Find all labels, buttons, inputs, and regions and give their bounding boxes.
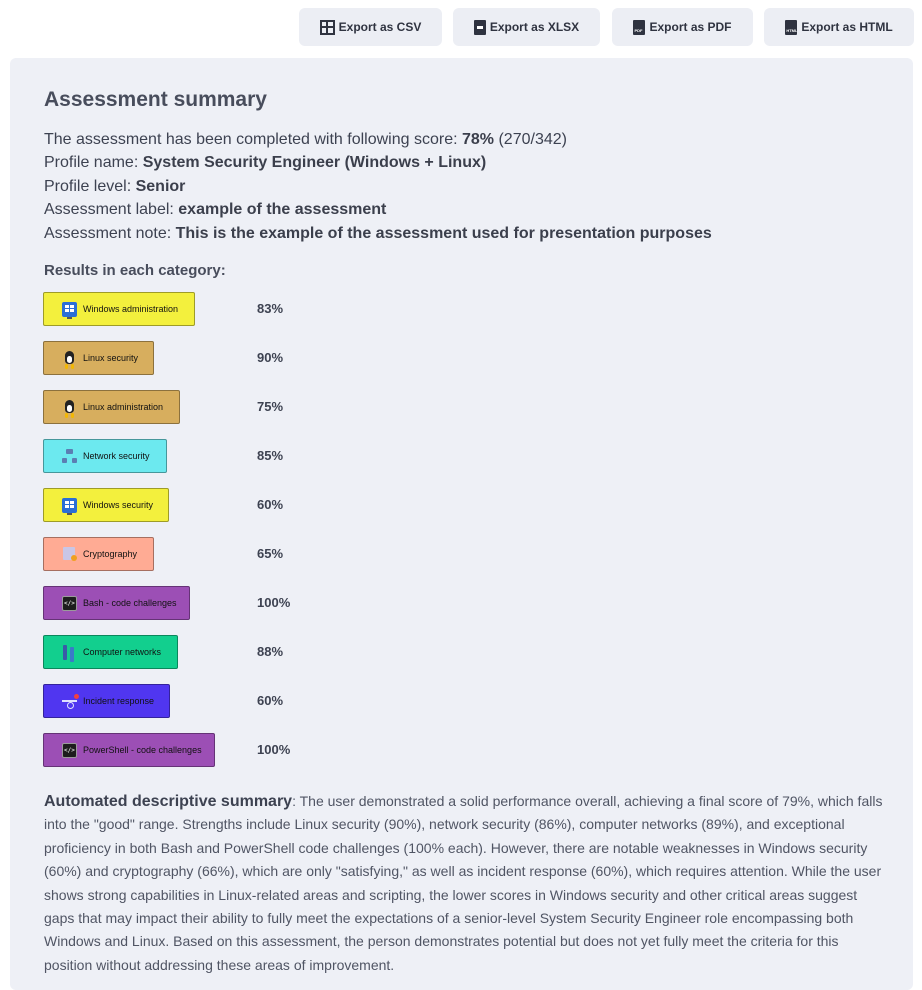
descriptive-summary	[44, 790, 884, 977]
category-score: 83%	[257, 301, 284, 316]
category-tag-linux-security[interactable]	[43, 341, 154, 375]
category-name: Linux administration	[83, 402, 164, 412]
assessment-note-line	[44, 225, 712, 243]
table-icon	[320, 20, 335, 35]
category-name: Linux security	[83, 353, 139, 363]
category-score: 85%	[257, 448, 284, 463]
category-tag-cryptography[interactable]	[43, 537, 154, 571]
descriptive-summary-label: Automated descriptive summary	[44, 793, 293, 810]
pdf-file-icon	[633, 20, 645, 35]
export-csv-button[interactable]	[299, 8, 442, 46]
descriptive-summary-text: : The user demonstrated a solid performance overall, achieving a final score of 79%, which falls into the "good" range. Strengths include Linux security (90%), network security (86%), computer networks (89%), and exceptional proficiency in both Bash and PowerShell code challenges (100% each). However, there are notable weaknesses in Windows security (60%) and cryptography (66%), which are only "satisfying," as well as incident response (60%), which requires attention. While the user shows strong capabilities in Linux-related areas and scripting, the lower scores in Windows security and other critical areas suggest gaps that may impact their ability to fully meet the expectations of a senior-level System Security Engineer role encompassing both Windows and Linux. Based on this assessment, the person demonstrates potential but does not yet fully meet the criteria for this position without addressing these areas of improvement.	[44, 793, 883, 973]
profile-level-label: Profile level:	[44, 178, 136, 195]
assessment-label-label: Assessment label:	[44, 201, 179, 218]
category-tag-incident-response[interactable]	[43, 684, 170, 718]
incident-icon	[62, 694, 77, 709]
category-tag-computer-networks[interactable]	[43, 635, 178, 669]
xlsx-file-icon	[474, 20, 486, 35]
category-tag-windows-security[interactable]	[43, 488, 169, 522]
profile-name-label: Profile name:	[44, 154, 143, 171]
category-tag-network-security[interactable]	[43, 439, 167, 473]
category-score: 75%	[257, 399, 284, 414]
export-xlsx-button[interactable]	[453, 8, 600, 46]
category-score: 88%	[257, 644, 284, 659]
assessment-summary-panel	[10, 58, 913, 990]
code-terminal-icon	[62, 596, 77, 611]
category-name: Computer networks	[83, 647, 162, 657]
category-score: 65%	[257, 546, 284, 561]
category-tag-powershell-code-challenges[interactable]	[43, 733, 215, 767]
linux-penguin-icon	[62, 351, 77, 366]
score-line	[44, 131, 567, 149]
export-html-button[interactable]	[764, 8, 914, 46]
category-score: 100%	[257, 595, 291, 610]
category-tag-windows-administration[interactable]	[43, 292, 195, 326]
windows-monitor-icon	[62, 498, 77, 513]
score-percent: 78%	[462, 131, 495, 148]
export-pdf-button[interactable]	[612, 8, 753, 46]
category-score: 90%	[257, 350, 284, 365]
certificate-icon	[62, 547, 77, 562]
assessment-note-label: Assessment note:	[44, 225, 176, 242]
category-score: 100%	[257, 742, 291, 757]
export-html-label: Export as HTML	[801, 20, 893, 34]
category-name: Cryptography	[83, 549, 138, 559]
pdf-icon-text: PDF	[634, 27, 643, 33]
category-name: Windows security	[83, 500, 154, 510]
results-heading: Results in each category:	[44, 262, 226, 279]
export-toolbar	[0, 8, 922, 48]
category-score: 60%	[257, 497, 284, 512]
export-csv-label: Export as CSV	[338, 20, 422, 34]
profile-name-line	[44, 154, 486, 172]
server-rack-icon	[62, 645, 77, 660]
code-terminal-icon	[62, 743, 77, 758]
export-pdf-label: Export as PDF	[649, 20, 732, 34]
category-score: 60%	[257, 693, 284, 708]
windows-monitor-icon	[62, 302, 77, 317]
category-name: Bash - code challenges	[83, 598, 177, 608]
page-title: Assessment summary	[44, 88, 267, 111]
network-icon	[62, 449, 77, 464]
category-tag-bash-code-challenges[interactable]	[43, 586, 190, 620]
category-name: PowerShell - code challenges	[83, 745, 202, 755]
html-icon-text: HTML	[786, 27, 798, 33]
profile-level-line	[44, 178, 185, 196]
assessment-label-line	[44, 201, 386, 219]
assessment-label-value: example of the assessment	[178, 201, 387, 218]
profile-level-value: Senior	[135, 178, 186, 195]
html-file-icon	[785, 20, 797, 35]
category-name: Windows administration	[83, 304, 179, 314]
score-prefix: The assessment has been completed with following score:	[44, 131, 462, 148]
score-detail: (270/342)	[494, 131, 567, 148]
export-xlsx-label: Export as XLSX	[489, 20, 580, 34]
category-name: Network security	[83, 451, 150, 461]
category-name: Incident response	[83, 696, 155, 706]
assessment-note-value: This is the example of the assessment used for presentation purposes	[175, 225, 712, 242]
profile-name-value: System Security Engineer (Windows + Linux)	[142, 154, 487, 171]
category-tag-linux-administration[interactable]	[43, 390, 180, 424]
linux-penguin-icon	[62, 400, 77, 415]
